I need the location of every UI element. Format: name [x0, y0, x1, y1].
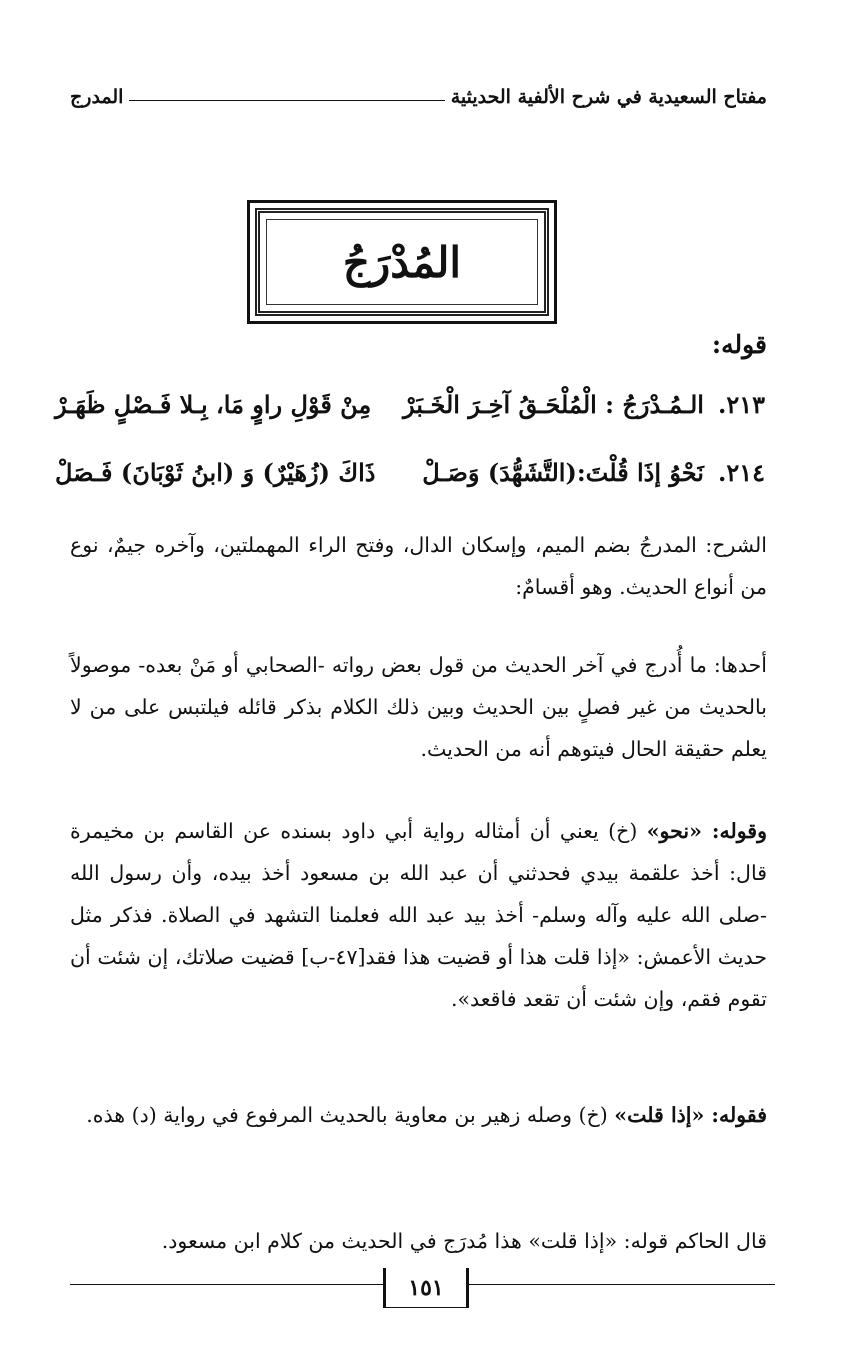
- book-title: مفتاح السعيدية في شرح الألفية الحديثية: [450, 86, 767, 108]
- verse-214: [55, 452, 765, 492]
- header-rule: [129, 100, 444, 101]
- verse-213: [55, 384, 765, 424]
- commentary-paragraph: [70, 810, 767, 1020]
- verse-first-hemistich: [403, 390, 765, 419]
- verse-number: ٢١٤.: [717, 457, 765, 487]
- chapter-name: المدرج: [70, 86, 124, 108]
- verse-second-hemistich: مِنْ قَوْلِ راوٍ مَا، بِـلا فَـصْلٍ ظَهَـرْ: [55, 389, 372, 419]
- running-header: [70, 78, 767, 108]
- chapter-title: المُدْرَجُ: [342, 237, 462, 287]
- page-number-frame: [383, 1268, 469, 1308]
- chapter-title-inner-frame: [255, 208, 549, 316]
- paragraph-body: (خ) وصله زهير بن معاوية بالحديث المرفوع في رواية (د) هذه.: [86, 1103, 608, 1127]
- chapter-title-frame: [247, 200, 557, 324]
- commentary-paragraph: الشرح: المدرجُ بضم الميم، وإسكان الدال، وفتح الراء المهملتين، وآخره جيمٌ، نوع من أنواع الحديث. وهو أقسامٌ:: [70, 533, 767, 599]
- hemistich-text: الـمُـدْرَجُ : الْمُلْحَـقُ آخِـرَ الْخَـبَرْ: [402, 389, 704, 419]
- commentary-paragraph: قال الحاكم قوله: «إذا قلت» هذا مُدرَج في الحديث من كلام ابن مسعود.: [161, 1229, 767, 1253]
- paragraph-body: (خ) يعني أن أمثاله رواية أبي داود بسنده عن القاسم بن مخيمرة قال: أخذ علقمة بيدي فحدثني أن عبد الله بن مسعود أخذ بيده، وأن رسول الله -صلى الله عليه وآله وسلم- أخذ بيد عبد الله فعلمنا التشهد في الصلاة. فذكر مثل حديث الأعمش: «إذا قلت هذا أو قضيت هذا فقد[٤٧-ب] قضيت صلاتك، إن شئت أن تقوم فقم، وإن شئت أن تقعد فاقعد».: [70, 819, 767, 1011]
- commentary-paragraph: [70, 1094, 767, 1136]
- commentary-paragraph: أحدها: ما أُدرج في آخر الحديث من قول بعض رواته -الصحابي أو مَنْ بعده- موصولاً بالحديث من غير فصلٍ بين الحديث وبين ذلك الكلام بذكر قائله فيلتبس على من لا يعلم حقيقة الحال فيتوهم أنه من الحديث.: [70, 653, 767, 761]
- quoted-term: فقوله: «إذا قلت»: [614, 1103, 767, 1127]
- qawluh-label: قوله:: [711, 330, 767, 359]
- verse-second-hemistich: ذَاكَ (زُهَيْرٌ) وَ (ابنُ ثَوْبَانَ) فَـصَلْ: [55, 457, 376, 487]
- hemistich-text: نَحْوُ إذَا قُلْتَ:(التَّشَهُّدَ) وَصَـلْ: [422, 457, 704, 487]
- verse-first-hemistich: [422, 458, 765, 487]
- verse-number: ٢١٣.: [717, 389, 765, 419]
- quoted-term: وقوله: «نحو»: [646, 819, 767, 843]
- page-number: ١٥١: [408, 1274, 444, 1301]
